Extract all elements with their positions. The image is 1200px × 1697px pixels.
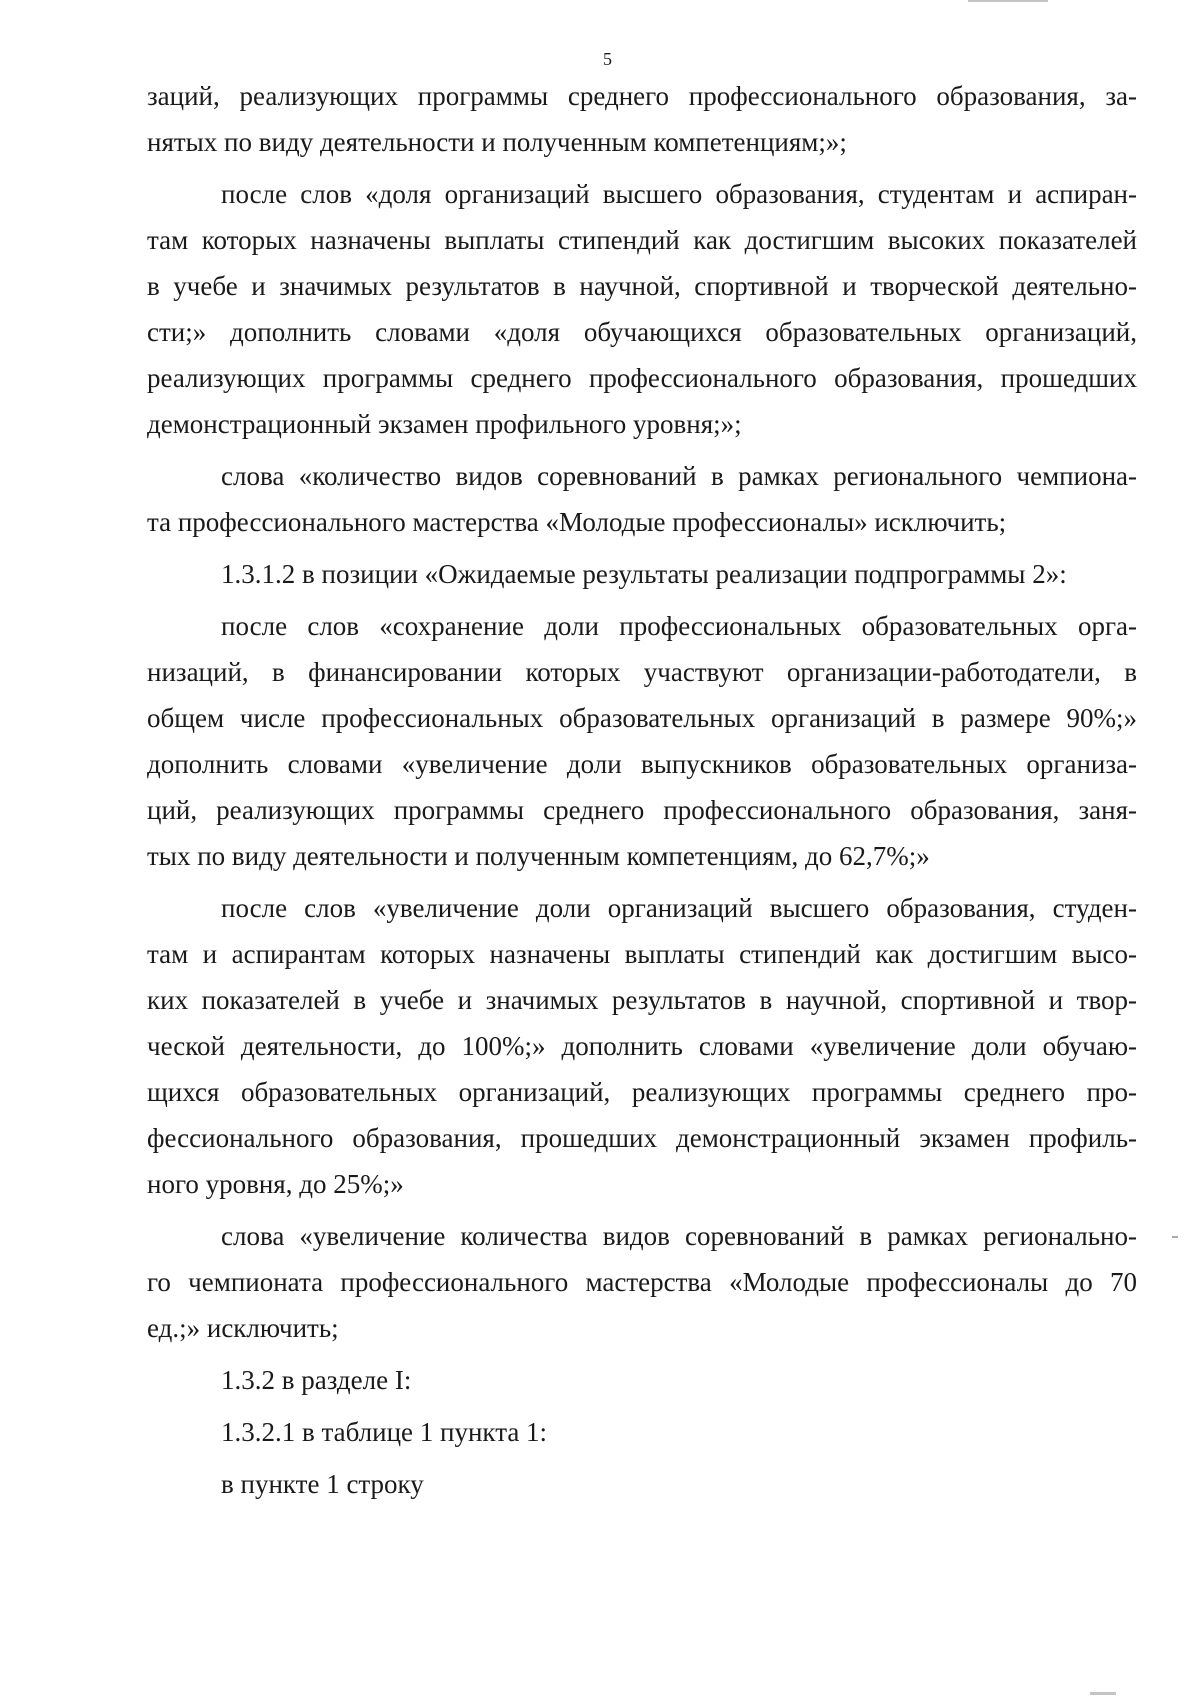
text-line: ций, реализующих программы среднего профессионального образования, заня- (147, 795, 1137, 825)
paragraph-continuation (147, 73, 1137, 165)
text-line: в пункте 1 строку (221, 1469, 424, 1499)
text-line: тых по виду деятельности и полученным компетенциям, до 62,7%;» (147, 841, 930, 871)
scan-artifact-margin (1172, 1236, 1178, 1238)
scan-artifact-bottom (1090, 1692, 1116, 1695)
scan-artifact-top (968, 0, 1048, 2)
text-line: ких показателей в учебе и значимых результатов в научной, спортивной и твор- (147, 985, 1137, 1015)
page-number: 5 (603, 49, 612, 69)
text-line: щихся образовательных организаций, реализующих программы среднего про- (147, 1077, 1137, 1107)
text-line: дополнить словами «увеличение доли выпускников образовательных организа- (147, 749, 1137, 779)
paragraph-uvelichenie-doli (147, 885, 1137, 1207)
text-line: слова «количество видов соревнований в рамках регионального чемпиона- (221, 461, 1137, 491)
text-line: после слов «увеличение доли организаций высшего образования, студен- (221, 893, 1137, 923)
text-line: ного уровня, до 25%;» (147, 1169, 404, 1199)
text-line: в учебе и значимых результатов в научной, спортивной и творческой деятельно- (147, 271, 1137, 301)
text-line: общем числе профессиональных образовательных организаций в размере 90%;» (147, 703, 1137, 733)
text-line: после слов «доля организаций высшего образования, студентам и аспиран- (221, 179, 1137, 209)
text-line: та профессионального мастерства «Молодые профессионалы» исключить; (147, 507, 1007, 537)
text-line: слова «увеличение количества видов соревнований в рамках регионально- (221, 1221, 1137, 1251)
text-line: ед.;» исключить; (147, 1313, 339, 1343)
document-body (147, 73, 1137, 1507)
text-line: фессионального образования, прошедших демонстрационный экзамен профиль- (147, 1123, 1137, 1153)
paragraph-doli-vysshego (147, 171, 1137, 447)
text-line: 1.3.2 в разделе I: (221, 1365, 412, 1395)
paragraph-sokhranenie-doli (147, 603, 1137, 879)
text-line: низаций, в финансировании которых участвуют организации-работодатели, в (147, 657, 1137, 687)
paragraph-1-3-2-1 (147, 1409, 1137, 1455)
text-line: 1.3.2.1 в таблице 1 пункта 1: (221, 1417, 548, 1447)
text-line: сти;» дополнить словами «доля обучающихся образовательных организаций, (147, 317, 1137, 347)
paragraph-uvelichenie-kolichestva (147, 1213, 1137, 1351)
paragraph-v-punkte-1 (147, 1461, 1137, 1507)
text-line: 1.3.1.2 в позиции «Ожидаемые результаты реализации подпрограммы 2»: (221, 559, 1067, 589)
text-line: там которых назначены выплаты стипендий как достигшим высоких показателей (147, 225, 1137, 255)
text-line: заций, реализующих программы среднего профессионального образования, за- (147, 81, 1137, 111)
text-line: реализующих программы среднего профессионального образования, прошедших (147, 363, 1137, 393)
paragraph-1-3-1-2 (147, 551, 1137, 597)
text-line: нятых по виду деятельности и полученным компетенциям;»; (147, 127, 847, 157)
paragraph-kolichestvo-vidov (147, 453, 1137, 545)
text-line: демонстрационный экзамен профильного уровня;»; (147, 409, 742, 439)
text-line: там и аспирантам которых назначены выплаты стипендий как достигшим высо- (147, 939, 1137, 969)
text-line: го чемпионата профессионального мастерства «Молодые профессионалы до 70 (147, 1267, 1137, 1297)
text-line: после слов «сохранение доли профессиональных образовательных орга- (221, 611, 1137, 641)
text-line: ческой деятельности, до 100%;» дополнить словами «увеличение доли обучаю- (147, 1031, 1137, 1061)
paragraph-1-3-2 (147, 1357, 1137, 1403)
